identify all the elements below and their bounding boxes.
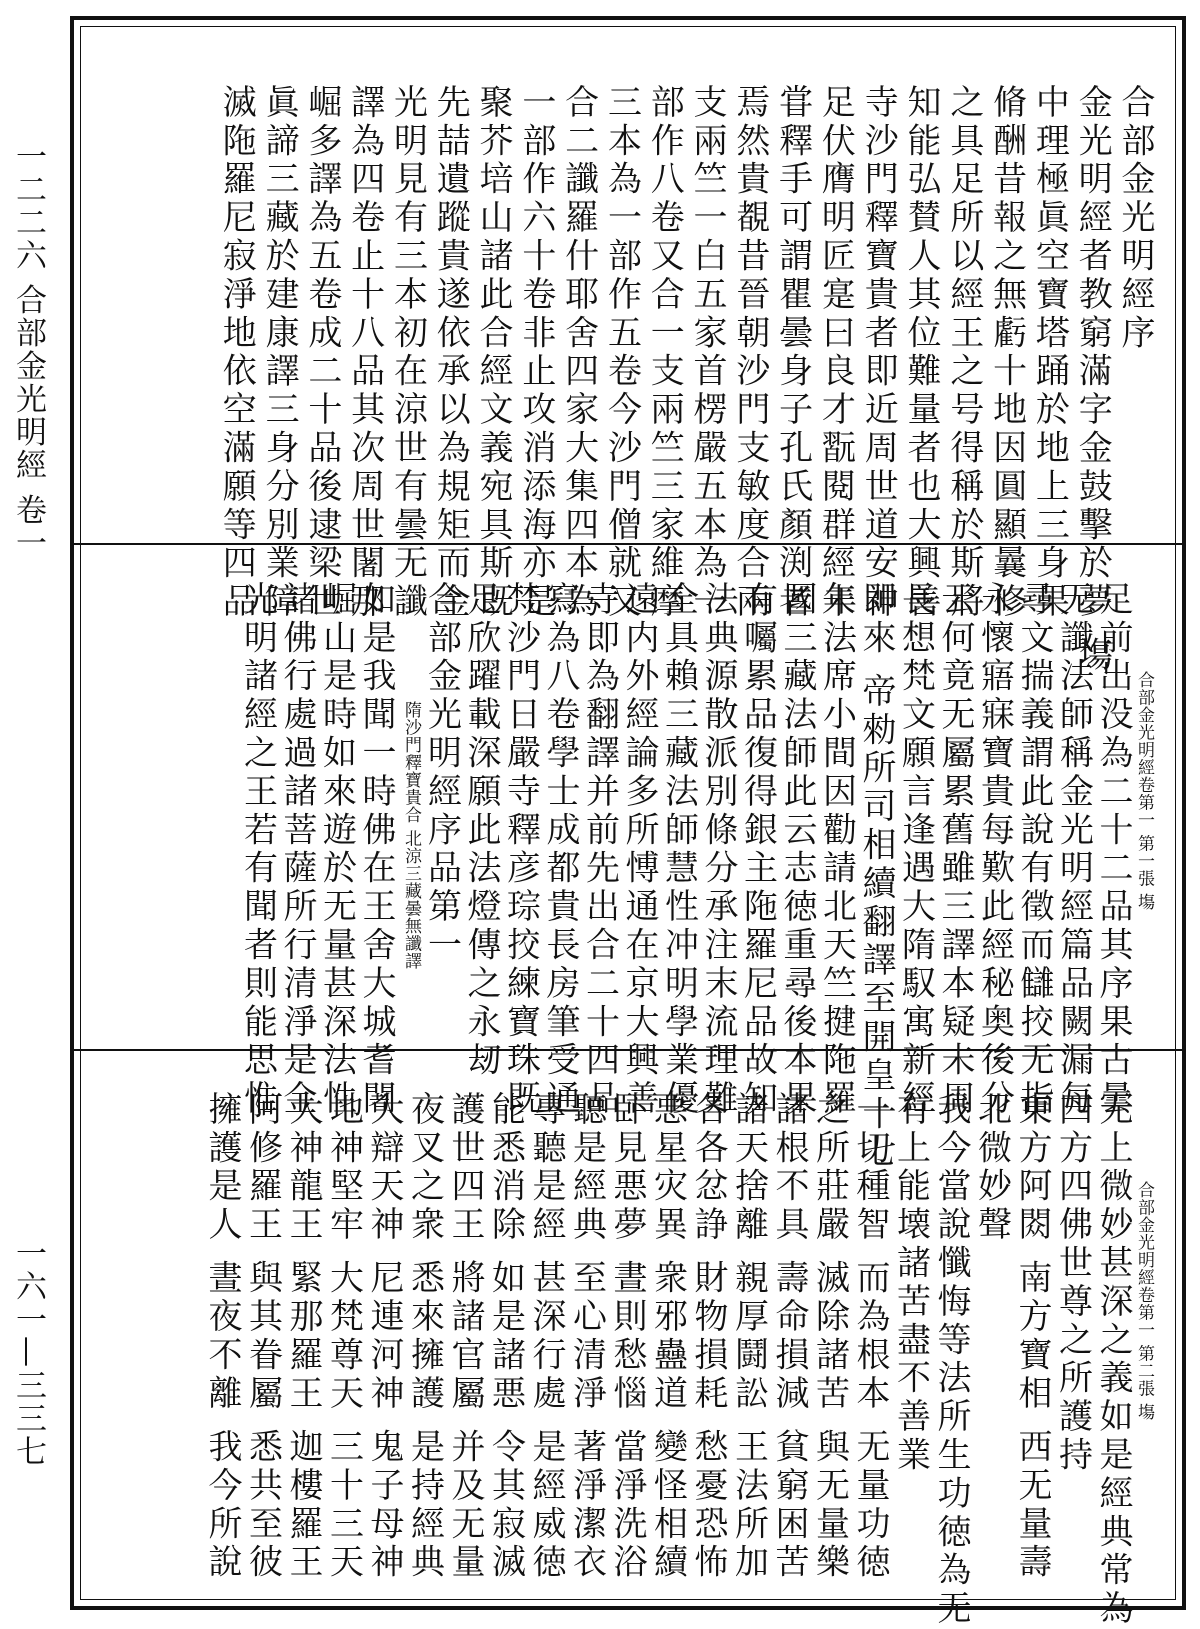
text-column: 足前出没為二十二品其序果古曇 bbox=[1093, 581, 1133, 1119]
page-frame bbox=[70, 16, 1186, 1629]
text-column: 之具足所以經王之号得稱於斯將 bbox=[943, 84, 984, 622]
text-column: 有上能壊諸苦盡不善業 bbox=[890, 1091, 931, 1475]
text-column: 合部金光明經序品第一 bbox=[421, 581, 462, 965]
text-column: 全具賴三藏法師慧性冲明學業優 bbox=[658, 581, 699, 1119]
panel-top-columns bbox=[210, 84, 1155, 676]
text-column: 无讖法師稱金光明經篇品闕漏每 bbox=[1053, 581, 1094, 1119]
text-column: 一切種智 而為根本 无量功徳 bbox=[850, 1091, 890, 1583]
text-column: 夜叉之衆 悉來擁護 是持經典 bbox=[404, 1091, 445, 1583]
text-column: 阿修羅王 與其眷屬 悉共至彼 bbox=[242, 1091, 283, 1583]
text-column: 長想梵文願言逢遇大隋馭寓新經 bbox=[895, 581, 936, 1119]
text-column: 足欣躍載深願此法燈傳之永刼 bbox=[461, 581, 501, 1081]
text-column: 我今當說懺悔等法所生功徳為无 bbox=[931, 1091, 971, 1629]
text-column: 云何竟无屬累舊雖三譯本疑未周 bbox=[935, 581, 975, 1119]
text-column: 脩酬昔報之無虧十地因圓顯曩修 bbox=[986, 84, 1027, 622]
text-column: 能悉消除 如是諸悪 令其寂滅 bbox=[485, 1091, 526, 1583]
text-column: 合部金光明經序 bbox=[1115, 84, 1155, 353]
text-column: 崛多譯為五卷成二十品後逮梁世 bbox=[301, 84, 342, 622]
margin-title: 一二二六 合部金光明經 卷一 bbox=[10, 140, 46, 560]
text-column: 尋文揣義謂此說有徵而讎挍无指 bbox=[1014, 581, 1054, 1119]
text-column: 大神龍王 緊那羅王 迦樓羅王 bbox=[283, 1091, 323, 1583]
text-column: 護世四王 將諸官屬 并及无量 bbox=[445, 1091, 485, 1583]
text-column: 足伏膺明匠寔曰良才翫閱群經未 bbox=[815, 84, 856, 622]
text-column: 北微妙聲 bbox=[971, 1091, 1012, 1245]
text-column: 諸天捨離 親厚鬪訟 王法所加 bbox=[728, 1091, 769, 1583]
text-column: 先喆遺蹤貴遂依承以為規矩而金 bbox=[430, 84, 471, 622]
text-column: 光明諸經之王若有聞者則能思惟 bbox=[237, 581, 278, 1119]
text-column: 崛山是時如來遊於无量甚深法性 bbox=[316, 581, 357, 1119]
text-column: 无上微妙甚深之義如是經典常為 bbox=[1093, 1091, 1133, 1629]
text-column: 如是我聞一時佛在王舍大城耆闍 bbox=[356, 581, 396, 1119]
text-column: 即來 帝勑所司相續翻譯至開皇十七 bbox=[856, 581, 896, 1173]
text-column: 一部作六十卷非止攻消添海亦是 bbox=[515, 84, 556, 622]
text-column: 專聽是經 甚深行處 是經威徳 bbox=[526, 1091, 566, 1583]
panel-bottom bbox=[74, 1049, 1182, 1629]
text-column: 悪星灾異 衆邪蠱道 變怪相續 bbox=[647, 1091, 688, 1583]
text-column: 諸佛行處過諸菩薩所行清淨是金 bbox=[277, 581, 317, 1119]
text-column: 部作八卷又合一支兩竺三家維摩 bbox=[644, 84, 685, 622]
text-column: 之所莊嚴 滅除諸苦 與无量樂 bbox=[809, 1091, 850, 1583]
text-column: 各各忿諍 財物損耗 愁憂恐怖 bbox=[688, 1091, 728, 1583]
text-column: 知能弘賛人其位難量者也大興善 bbox=[901, 84, 942, 622]
text-column: 三本為一部作五卷今沙門僧就又 bbox=[601, 84, 642, 622]
text-column: 寺沙門釋寶貴者即近周世道安神 bbox=[858, 84, 899, 622]
page-header-note: 合部金光明經卷第一 第一張 塲 bbox=[1134, 671, 1154, 911]
text-column: 滅陁羅尼寂淨地依空滿願等四品 bbox=[216, 84, 257, 622]
text-column: 甞釋手可謂瞿曇身子孔氏顏渕者 bbox=[772, 84, 813, 622]
text-column: 聚芥培山諸此合經文義宛具斯既 bbox=[473, 84, 514, 622]
text-column: 遠内外經論多所愽通在京大興善 bbox=[619, 581, 659, 1119]
text-column: 焉然貴覩昔晉朝沙門支敏度合兩 bbox=[729, 84, 770, 622]
text-column: 四方四佛世尊之所護持 bbox=[1052, 1091, 1093, 1475]
panel-bottom-columns bbox=[199, 1091, 1154, 1629]
text-column: 光明見有三本初在涼世有曇无讖 bbox=[387, 84, 428, 622]
margin-page-number: 一六一—三三七 bbox=[10, 1237, 46, 1468]
page-header-note: 合部金光明經卷第一 第二張 塲 bbox=[1134, 1181, 1154, 1421]
text-column: 法典源散派別條分承注末流理難 bbox=[698, 581, 738, 1119]
panel-top bbox=[74, 20, 1182, 676]
text-column: 眞諦三藏於建康譯三身分別業障 bbox=[259, 84, 300, 622]
text-column: 合二讖羅什耶舍四家大集四本為 bbox=[558, 84, 599, 622]
panel-divider-1 bbox=[74, 543, 1182, 545]
text-column: 大辯天神 尼連河神 鬼子母神 bbox=[364, 1091, 404, 1583]
text-column: 梵沙門日嚴寺釋彦琮挍練寶珠既 bbox=[500, 581, 541, 1119]
text-column: 聽是經典 至心清淨 著淨潔衣 bbox=[566, 1091, 607, 1583]
text-column: 諸根不具 壽命損減 貧窮困苦 bbox=[769, 1091, 809, 1583]
text-column: 國三藏法師此云志徳重尋後本果 bbox=[777, 581, 817, 1119]
text-column: 支兩竺一白五家首楞嚴五本為一 bbox=[687, 84, 728, 622]
panel-divider-2 bbox=[74, 1049, 1182, 1051]
text-column: 東方阿閦 南方寶相 西无量壽 bbox=[1012, 1091, 1052, 1583]
text-column: 金光明經者教窮滿字金鼓擊於夢 塲 bbox=[1072, 84, 1113, 676]
text-column: 有囑累品復得銀主陁羅尼品故知 bbox=[737, 581, 778, 1119]
text-column: 譯為四卷止十八品其次周世闍那 bbox=[344, 84, 385, 622]
text-column: 寫為八卷學士成都貴長房筆受通 bbox=[540, 581, 580, 1119]
text-column: 擁護是人 晝夜不離 我今所說 bbox=[202, 1091, 242, 1583]
text-column: 寺即為翻譯并前先出合二十四品 bbox=[579, 581, 620, 1119]
text-column: 永懷寤寐寶貴每歎此經秘奥後分 bbox=[974, 581, 1015, 1119]
text-column: 隋沙門釋寶貴合 北涼三藏曇無讖譯 bbox=[401, 701, 421, 970]
text-column: 卧見悪夢 晝則愁惱 當淨洗浴 bbox=[607, 1091, 647, 1583]
text-column: 地神堅牢 大梵尊天 三十三天 bbox=[323, 1091, 364, 1583]
text-column: 中理極眞空寶塔踊於地上三身果 bbox=[1029, 84, 1070, 622]
text-column: 年法席小間因勸請北天竺揵陁羅 bbox=[816, 581, 857, 1119]
